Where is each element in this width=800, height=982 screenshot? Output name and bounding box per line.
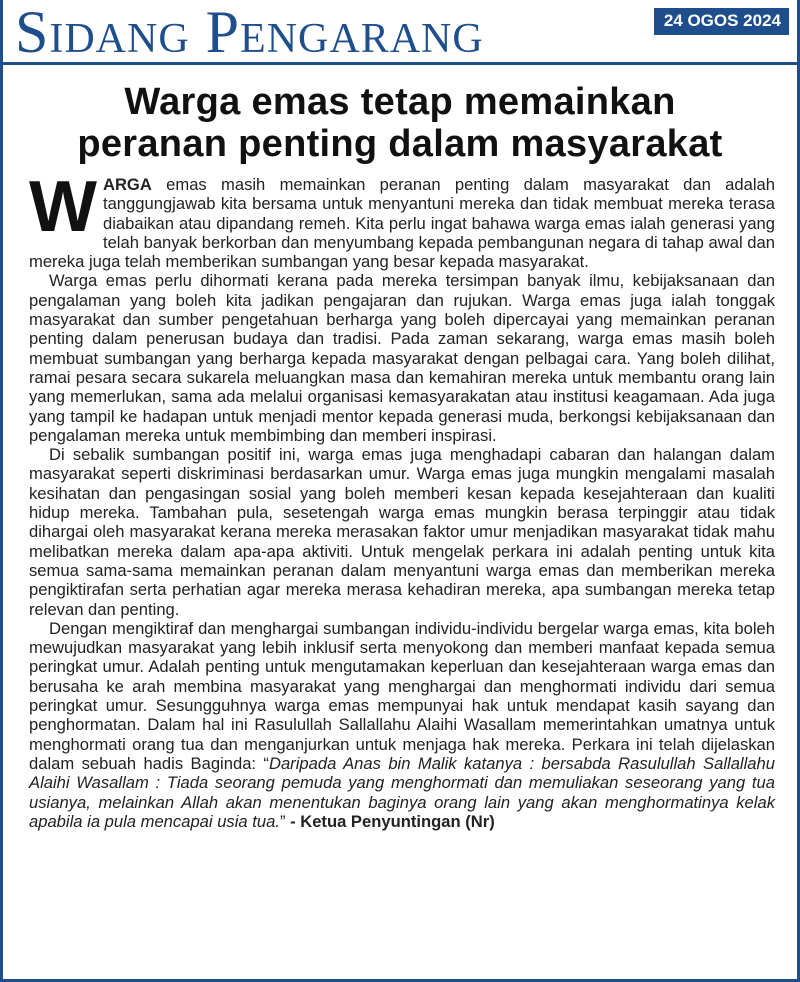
paragraph-4 (29, 619, 775, 831)
paragraph-1-text: emas masih memainkan peranan penting dalam masyarakat dan adalah tanggungjawab kita bersama untuk menyantuni mereka dan tidak membuat mereka terasa diabaikan atau dipandang remeh. Kita perlu ingat bahawa warga emas ialah generasi yang telah banyak berkorban dan menyumbang kepada pembangunan negara di tahap awal dan mereka juga telah memberikan sumbangan yang besar kepada masyarakat. (29, 175, 775, 272)
headline (23, 81, 777, 165)
headline-line-1: Warga emas tetap memainkan (124, 81, 676, 123)
quote-close: ” (279, 811, 286, 831)
article-body (29, 167, 775, 831)
paragraph-3: Di sebalik sumbangan positif ini, warga emas juga menghadapi cabaran dan halangan dalam masyarakat seperti diskriminasi berdasarkan umur. Warga emas juga mungkin mengalami masalah kesihatan dan pengasingan sosial yang boleh memberi kesan kepada kesejahteraan dan kualiti hidup mereka. Tambahan pula, sesetengah warga emas mungkin berasa terpinggir atau tidak dihargai oleh masyarakat kerana mereka merasakan faktor umur menjadikan masyarakat tidak mahu melibatkan mereka dalam apa-apa aktiviti. Untuk mengelak perkara ini adalah penting untuk kita semua sama-sama memainkan peranan dalam menyantuni warga emas dan memberikan mereka pengiktirafan serta perhatian agar mereka merasa kehadiran mereka, apa sumbangan mereka tetap relevan dan penting. (29, 445, 775, 619)
drop-cap: W (29, 167, 97, 247)
publication-date: 24 OGOS 2024 (654, 8, 789, 35)
paragraph-4-text: Dengan mengiktiraf dan menghargai sumbangan individu-individu bergelar warga emas, kita boleh mewujudkan masyarakat yang lebih inklusif serta menyokong dan memberi manfaat kepada semua peringkat umur. Adalah penting untuk mengutamakan keperluan dan kesejahteraan warga emas dan berusaha ke arah membina masyarakat yang menghargai dan menghormati individu dari semua peringkat umur. Sesungguhnya warga emas mempunyai hak untuk mendapat kasih sayang dan penghormatan. Dalam hal ini Rasulullah Sallallahu Alaihi Wasallam memerintahkan umatnya untuk menghormati orang tua dan menganjurkan untuk menjaga hak mereka. Perkara ini telah dijelaskan dalam sebuah hadis Baginda: “ (29, 618, 775, 773)
hadith-quote: Daripada Anas bin Malik katanya : bersabda Rasulullah Sallallahu Alaihi Wasallam : Tiada seorang pemuda yang menghormati dan memuliakan seseorang yang tua usianya, melainkan Allah akan menentukan baginya orang lain yang akan menghormatinya kelak apabila ia pula mencapai usia tua. (29, 753, 775, 831)
headline-line-2: peranan penting dalam masyarakat (77, 123, 723, 165)
paragraph-1 (29, 167, 775, 272)
section-title: Sidang Pengarang (15, 0, 484, 65)
lead-word: ARGA (102, 175, 152, 194)
author-signoff: - Ketua Penyuntingan (Nr) (285, 811, 495, 831)
paragraph-2: Warga emas perlu dihormati kerana pada mereka tersimpan banyak ilmu, kebijaksanaan dan pengalaman yang boleh kita jadikan pengajaran dan rujukan. Warga emas juga ialah tonggak masyarakat dan sumber pengetahuan berharga yang boleh dipercayai yang memainkan peranan penting dalam penerusan budaya dan tradisi. Pada zaman sekarang, warga emas masih boleh membuat sumbangan yang berharga kepada masyarakat dengan pelbagai cara. Yang boleh dilihat, ramai pesara secara sukarela meluangkan masa dan kemahiran mereka untuk membantu orang lain yang memerlukan, sama ada melalui organisasi kemasyarakatan atau institusi keagamaan. Ada juga yang tampil ke hadapan untuk menjadi mentor kepada generasi muda, berkongsi kebijaksanaan dan pengalaman mereka untuk membimbing dan memberi inspirasi. (29, 271, 775, 445)
masthead (3, 0, 797, 65)
